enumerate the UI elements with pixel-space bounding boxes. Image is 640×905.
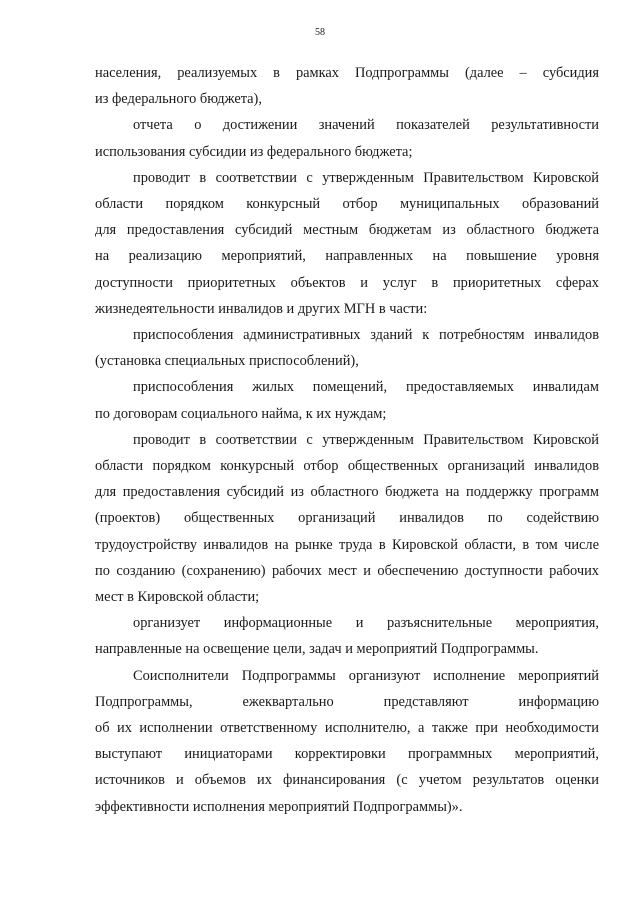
text-line: направленные на освещение цели, задач и мероприятий Подпрограммы. <box>95 641 539 658</box>
text-line: об их исполнении ответственному исполнителю, а также при необходимости <box>95 720 599 737</box>
text-line: эффективности исполнения мероприятий Подпрограммы)». <box>95 798 463 815</box>
text-line: (установка специальных приспособлений), <box>95 353 359 370</box>
paragraph-3 <box>95 165 599 322</box>
text-line: населения, реализуемых в рамках Подпрограммы (далее – субсидия <box>95 65 599 81</box>
text-line: области порядком конкурсный отбор муниципальных образований <box>95 196 599 213</box>
paragraph-6 <box>95 427 599 610</box>
paragraph-2 <box>95 112 599 164</box>
text-line: области порядком конкурсный отбор общественных организаций инвалидов <box>95 458 599 475</box>
paragraph-7 <box>95 610 599 662</box>
text-line: по созданию (сохранению) рабочих мест и обеспечению доступности рабочих <box>95 562 599 579</box>
text-line: проводит в соответствии с утвержденным Правительством Кировской <box>133 169 599 186</box>
text-line: для предоставления субсидий из областного бюджета на поддержку программ <box>95 484 599 501</box>
text-line: доступности приоритетных объектов и услуг в приоритетных сферах <box>95 274 599 291</box>
text-line: приспособления административных зданий к потребностям инвалидов <box>133 327 599 344</box>
paragraph-1 <box>95 60 599 112</box>
document-body <box>95 60 599 820</box>
text-line: отчета о достижении значений показателей результативности <box>133 117 599 134</box>
text-line: проводит в соответствии с утвержденным Правительством Кировской <box>133 431 599 448</box>
text-line: Подпрограммы, ежеквартально представляют информацию <box>95 693 599 710</box>
text-line: мест в Кировской области; <box>95 589 260 606</box>
text-line: жизнедеятельности инвалидов и других МГН в части: <box>95 300 428 317</box>
text-line: Соисполнители Подпрограммы организуют исполнение мероприятий <box>133 667 599 684</box>
text-line: трудоустройству инвалидов на рынке труда в Кировской области, в том числе <box>95 536 599 553</box>
paragraph-5 <box>95 374 599 426</box>
text-line: использования субсидии из федерального бюджета; <box>95 143 413 160</box>
paragraph-4 <box>95 322 599 374</box>
text-line: по договорам социального найма, к их нуждам; <box>95 405 387 422</box>
page-number: 58 <box>315 27 325 38</box>
text-line: источников и объемов их финансирования (с учетом результатов оценки <box>95 772 599 789</box>
text-line: на реализацию мероприятий, направленных на повышение уровня <box>95 248 599 265</box>
paragraph-8 <box>95 663 599 820</box>
text-line: (проектов) общественных организаций инвалидов по содействию <box>95 510 599 527</box>
text-line: организует информационные и разъяснительные мероприятия, <box>133 615 599 632</box>
text-line: из федерального бюджета), <box>95 91 262 108</box>
text-line: приспособления жилых помещений, предоставляемых инвалидам <box>133 379 599 396</box>
text-line: для предоставления субсидий местным бюджетам из областного бюджета <box>95 222 599 239</box>
text-line: выступают инициаторами корректировки программных мероприятий, <box>95 746 599 763</box>
